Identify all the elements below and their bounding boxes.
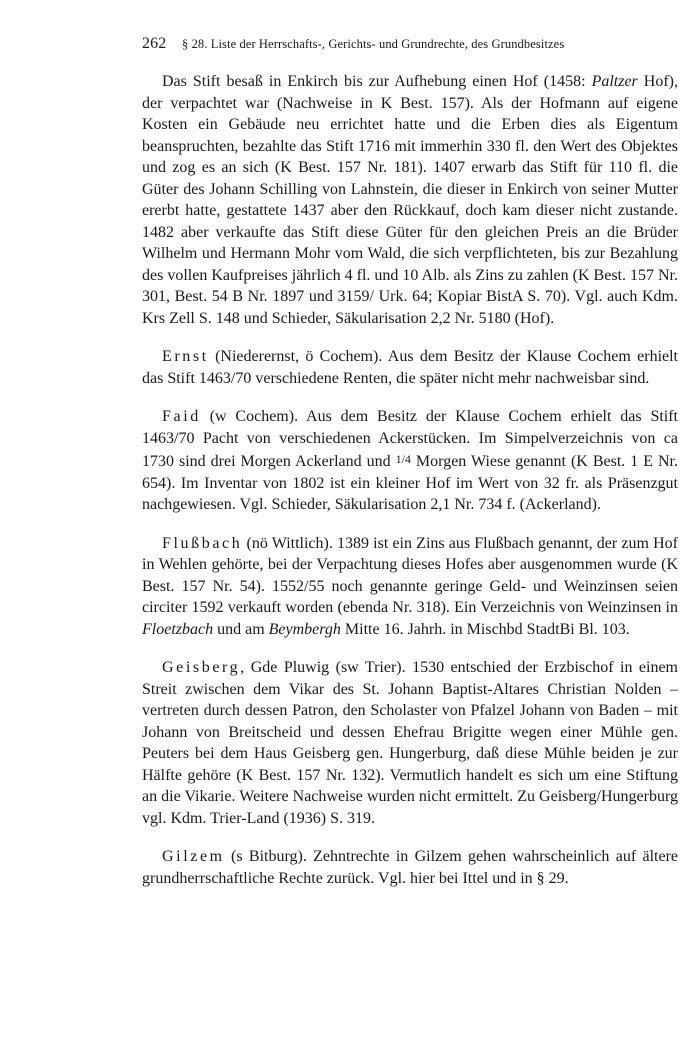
- entry-text: und am: [213, 620, 269, 638]
- entry-paragraph: [142, 657, 678, 829]
- italic-term: Beymbergh: [268, 620, 341, 638]
- entry-paragraph: [142, 533, 678, 641]
- document-page: [142, 35, 678, 906]
- entry-text: Mitte 16. Jahrh. in Mischbd StadtBi Bl. 103.: [340, 620, 630, 638]
- entry-list: [142, 71, 678, 889]
- entry-place-name: Faid: [162, 408, 201, 425]
- page-number: 262: [142, 35, 167, 52]
- entry-text: (w Cochem). Aus dem Besitz der Klause Cochem erhielt das Stift 1463/70 Pacht von verschiedenen Ackerstücken. Im Simpelverzeichnis von ca 1730 sind drei Morgen Ackerland und: [142, 408, 678, 470]
- entry-paragraph: [142, 846, 678, 889]
- entry-place-name: Flußbach: [162, 534, 243, 552]
- italic-term: Paltzer: [591, 73, 638, 90]
- page-header: [142, 35, 678, 53]
- entry-place-name: Gilzem: [162, 848, 225, 865]
- fraction: 1/4: [395, 452, 411, 466]
- running-title: § 28. Liste der Herrschafts-, Gerichts- und Grundrechte, des Grundbesitzes: [182, 37, 565, 51]
- entry-paragraph: [142, 346, 678, 389]
- entry-text: (nö Wittlich). 1389 ist ein Zins aus Flußbach genannt, der zum Hof in Wehlen gehörte, bei der Verpachtung dieses Hofes aber ausgenommen wurde (K Best. 157 Nr. 54). 1552/55 noch genannte geringe Geld- und Weinzinsen seien circiter 1592 verkauft worden (ebenda Nr. 318). Ein Verzeichnis von Weinzinsen in: [142, 534, 678, 616]
- entry-place-name: Ernst: [162, 348, 209, 365]
- entry-place-name: Geisberg: [162, 659, 241, 676]
- entry-paragraph: [142, 406, 678, 516]
- entry-text: (s Bitburg). Zehntrechte in Gilzem gehen wahrscheinlich auf ältere grundherrschaftliche Rechte zurück. Vgl. hier bei Ittel und in § 29.: [142, 848, 678, 887]
- entry-text: Hof), der verpachtet war (Nachweise in K Best. 157). Als der Hofmann auf eigene Kosten ein Gebäude neu errichtet hatte und die Erben dies als Eigentum beanspruchten, bezahlte das Stift 1716 mit immerhin 330 fl. den Wert des Objektes und zog es an sich (K Best. 157 Nr. 181). 1407 erwarb das Stift für 110 fl. die Güter des Johann Schilling von Lahnstein, die dieser in Enkirch von seiner Mutter ererbt hatte, gestattete 1437 aber den Rückkauf, doch kam dieser nicht zustande. 1482 aber verkaufte das Stift diese Güter für den gleichen Preis an die Brüder Wilhelm und Hermann Mohr vom Wald, die sich verpflichteten, bis zur Bezahlung des vollen Kaufpreises jährlich 4 fl. und 10 Alb. als Zins zu zahlen (K Best. 157 Nr. 301, Best. 54 B Nr. 1897 und 3159/ Urk. 64; Kopiar BistA S. 70). Vgl. auch Kdm. Krs Zell S. 148 und Schieder, Säkularisation 2,2 Nr. 5180 (Hof).: [142, 73, 678, 327]
- entry-text: , Gde Pluwig (sw Trier). 1530 entschied der Erzbischof in einem Streit zwischen dem Vikar des St. Johann Baptist-Altares Christian Nolden – vertreten durch dessen Patron, den Scholaster von Pfalzel Johann von Baden – mit Johann von Breitscheid und dessen Ehefrau Brigitte wegen einer Mühle gen. Peuters bei dem Haus Geisberg gen. Hungerburg, daß diese Mühle beiden je zur Hälfte gehöre (K Best. 157 Nr. 132). Vermutlich handelt es sich um eine Stiftung an die Vikarie. Weitere Nachweise wurden nicht ermittelt. Zu Geisberg/Hungerburg vgl. Kdm. Trier-Land (1936) S. 319.: [142, 659, 678, 827]
- entry-text: (Niederernst, ö Cochem). Aus dem Besitz der Klause Cochem erhielt das Stift 1463/70 verschiedene Renten, die später nicht mehr nachweisbar sind.: [142, 348, 678, 387]
- italic-term: Floetzbach: [142, 620, 214, 638]
- entry-text: Das Stift besaß in Enkirch bis zur Aufhebung einen Hof (1458:: [162, 73, 592, 90]
- entry-paragraph: [142, 71, 678, 329]
- entry-text: Morgen Wiese genannt (K Best. 1 E Nr. 654). Im Inventar von 1802 ist ein kleiner Hof im Wert von 32 fr. als Präsenzgut nachgewiesen. Vgl. Schieder, Säkularisation 2,1 Nr. 734 f. (Ackerland).: [142, 453, 678, 513]
